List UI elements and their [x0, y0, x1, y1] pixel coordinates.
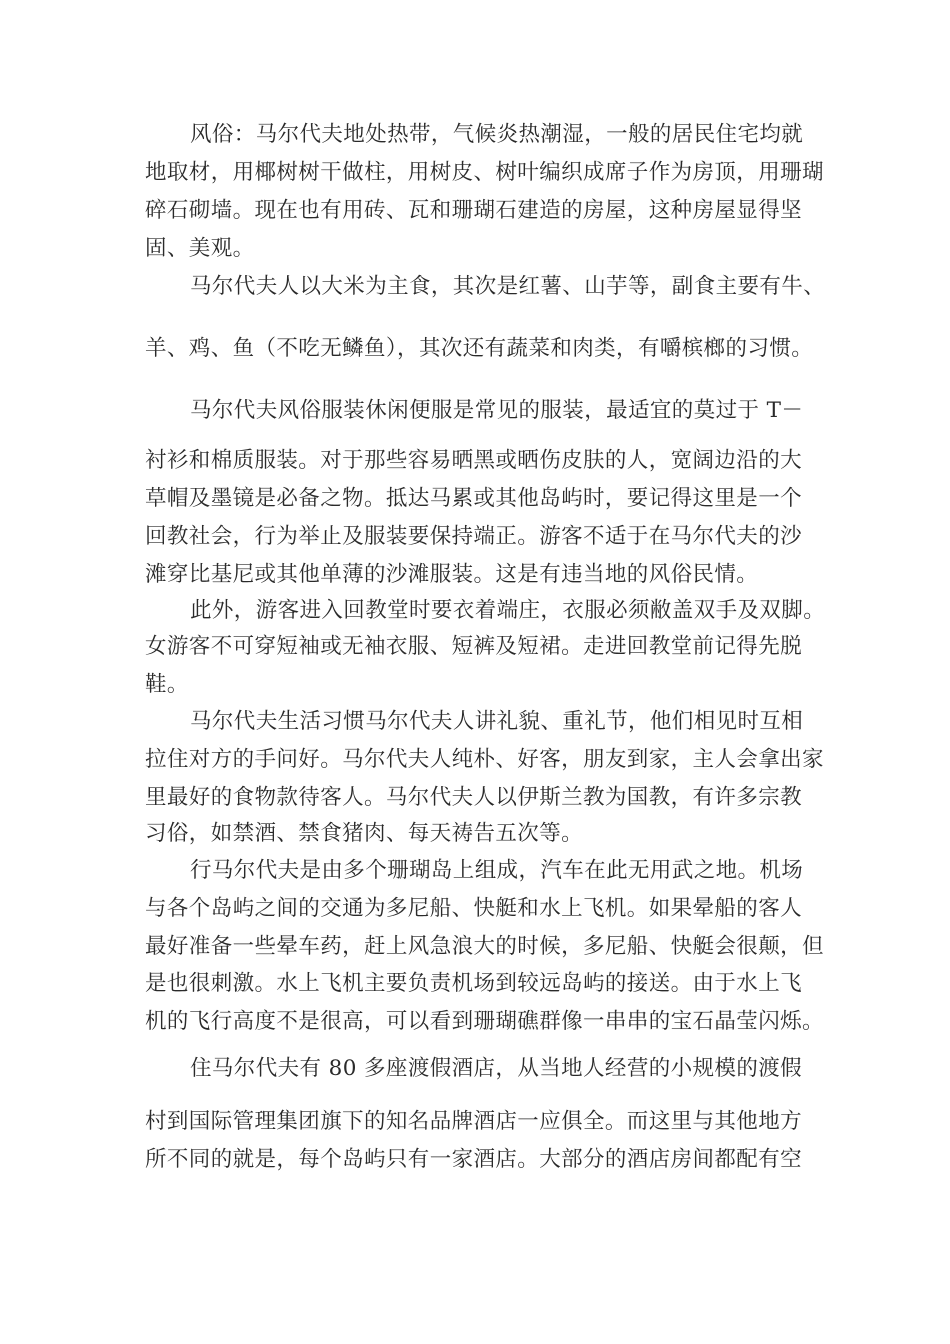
paragraph-line: 固、美观。: [145, 236, 255, 261]
paragraph-line: 行马尔代夫是由多个珊瑚岛上组成，汽车在此无用武之地。机场: [190, 858, 804, 883]
paragraph-line: 碎石砌墙。现在也有用砖、瓦和珊瑚石建造的房屋，这种房屋显得坚: [145, 198, 803, 223]
paragraph-line: 草帽及墨镜是必备之物。抵达马累或其他岛屿时，要记得这里是一个: [145, 486, 803, 511]
paragraph-line: 马尔代夫人以大米为主食，其次是红薯、山芋等，副食主要有牛、: [190, 274, 826, 299]
paragraph-line: 马尔代夫生活习惯马尔代夫人讲礼貌、重礼节，他们相见时互相: [190, 709, 804, 734]
paragraph-line: 马尔代夫风俗服装休闲便服是常见的服装，最适宜的莫过于 T－: [190, 398, 804, 423]
paragraph-line: 羊、鸡、鱼（不吃无鳞鱼），其次还有蔬菜和肉类，有嚼槟榔的习惯。: [145, 336, 814, 361]
paragraph-line: 拉住对方的手问好。马尔代夫人纯朴、好客，朋友到家，主人会拿出家: [145, 747, 824, 772]
paragraph-line: 滩穿比基尼或其他单薄的沙滩服装。这是有违当地的风俗民情。: [145, 562, 759, 587]
paragraph-line: 鞋。: [145, 672, 189, 697]
paragraph-line: 风俗：马尔代夫地处热带，气候炎热潮湿，一般的居民住宅均就: [190, 122, 804, 147]
paragraph-line: 此外，游客进入回教堂时要衣着端庄，衣服必须敝盖双手及双脚。: [190, 598, 826, 623]
paragraph-line: 住马尔代夫有 80 多座渡假酒店，从当地人经营的小规模的渡假: [190, 1056, 803, 1081]
paragraph-line: 最好准备一些晕车药，赶上风急浪大的时候，多尼船、快艇会很颠，但: [145, 934, 824, 959]
paragraph-line: 女游客不可穿短袖或无袖衣服、短裤及短裙。走进回教堂前记得先脱: [145, 634, 803, 659]
paragraph-line: 地取材，用椰树树干做柱，用树皮、树叶编织成席子作为房顶，用珊瑚: [145, 160, 824, 185]
paragraph-line: 回教社会，行为举止及服装要保持端正。游客不适于在马尔代夫的沙: [145, 524, 803, 549]
paragraph-line: 村到国际管理集团旗下的知名品牌酒店一应俱全。而这里与其他地方: [145, 1109, 803, 1134]
paragraph-line: 所不同的就是，每个岛屿只有一家酒店。大部分的酒店房间都配有空: [145, 1147, 803, 1172]
paragraph-line: 衬衫和棉质服装。对于那些容易晒黑或晒伤皮肤的人，宽阔边沿的大: [145, 448, 803, 473]
paragraph-line: 与各个岛屿之间的交通为多尼船、快艇和水上飞机。如果晕船的客人: [145, 896, 803, 921]
paragraph-line: 里最好的食物款待客人。马尔代夫人以伊斯兰教为国教，有许多宗教: [145, 785, 803, 810]
paragraph-line: 习俗，如禁酒、禁食猪肉、每天祷告五次等。: [145, 821, 584, 846]
paragraph-line: 是也很刺激。水上飞机主要负责机场到较远岛屿的接送。由于水上飞: [145, 971, 803, 996]
paragraph-line: 机的飞行高度不是很高，可以看到珊瑚礁群像一串串的宝石晶莹闪烁。: [145, 1009, 824, 1034]
